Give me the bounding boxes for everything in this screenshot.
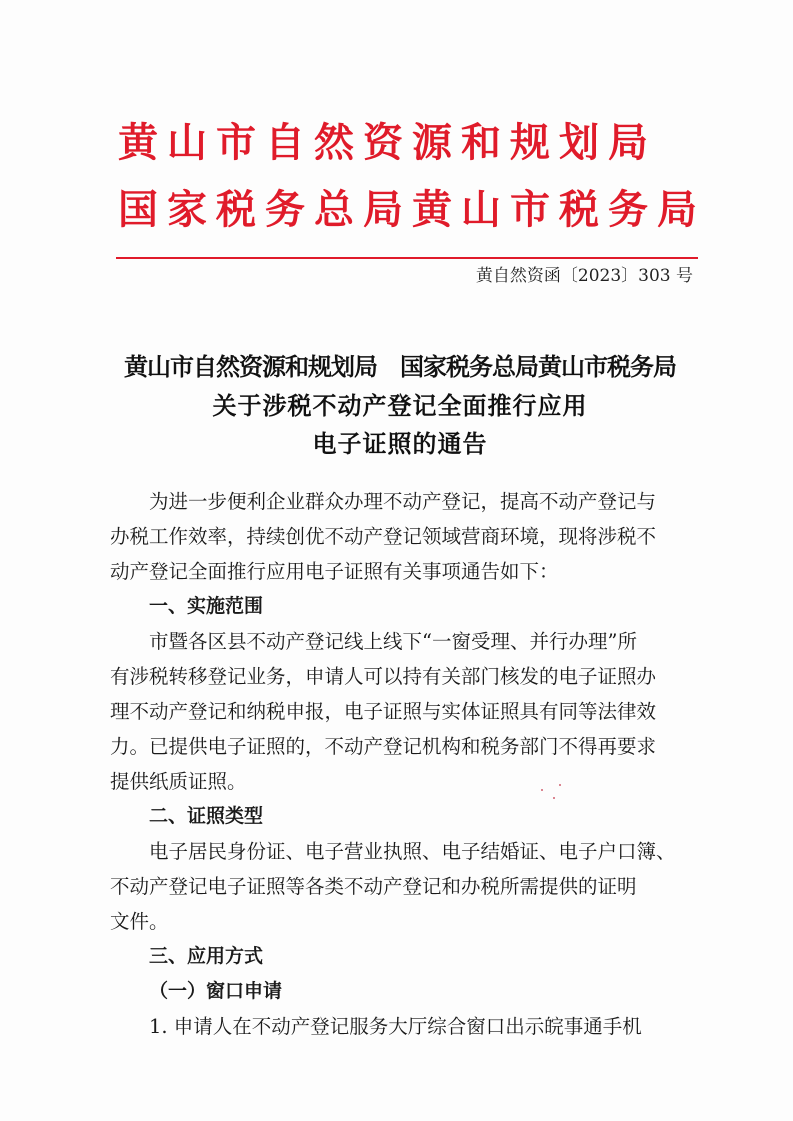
item-1-line: 1. 申请人在不动产登记服务大厅综合窗口出示皖事通手机 [149, 1015, 642, 1038]
issuer-header-line-2: 国家税务总局黄山市税务局 [118, 186, 706, 233]
section-1-line-5: 提供纸质证照。 [110, 770, 247, 793]
intro-line-3: 动产登记全面推行应用电子证照有关事项通告如下： [110, 560, 559, 583]
section-1-line-1: 市暨各区县不动产登记线上线下“一窗受理、并行办理”所 [149, 630, 637, 653]
document-title-line-3: 电子证照的通告 [312, 430, 488, 458]
intro-line-2: 办税工作效率，持续创优不动产登记领域营商环境，现将涉税不 [110, 525, 657, 548]
document-number: 黄自然资函〔2023〕303 号 [475, 266, 693, 286]
section-1-heading: 一、实施范围 [149, 595, 264, 617]
subsection-1-heading: （一）窗口申请 [149, 980, 283, 1002]
intro-line-1: 为进一步便利企业群众办理不动产登记，提高不动产登记与 [149, 490, 657, 513]
scan-speck [559, 784, 561, 786]
section-1-line-3: 理不动产登记和纳税申报，电子证照与实体证照具有同等法律效 [110, 700, 657, 723]
section-2-heading: 二、证照类型 [149, 805, 264, 827]
section-1-line-2: 有涉税转移登记业务，申请人可以持有关部门核发的电子证照办 [110, 665, 657, 688]
header-red-rule [116, 257, 698, 259]
document-title-line-1: 黄山市自然资源和规划局 国家税务总局黄山市税务局 [124, 353, 676, 381]
issuer-header-line-1: 黄山市自然资源和规划局 [118, 119, 657, 166]
section-2-line-3: 文件。 [110, 910, 169, 933]
section-2-line-2: 不动产登记电子证照等各类不动产登记和办税所需提供的证明 [110, 875, 637, 898]
section-1-line-4: 力。已提供电子证照的，不动产登记机构和税务部门不得再要求 [110, 735, 657, 758]
section-3-heading: 三、应用方式 [149, 945, 264, 967]
document-body [110, 484, 700, 1044]
scan-speck [541, 789, 543, 791]
section-2-line-1: 电子居民身份证、电子营业执照、电子结婚证、电子户口簿、 [149, 840, 676, 863]
scan-speck [553, 797, 555, 799]
document-title-line-2: 关于涉税不动产登记全面推行应用 [212, 392, 588, 420]
